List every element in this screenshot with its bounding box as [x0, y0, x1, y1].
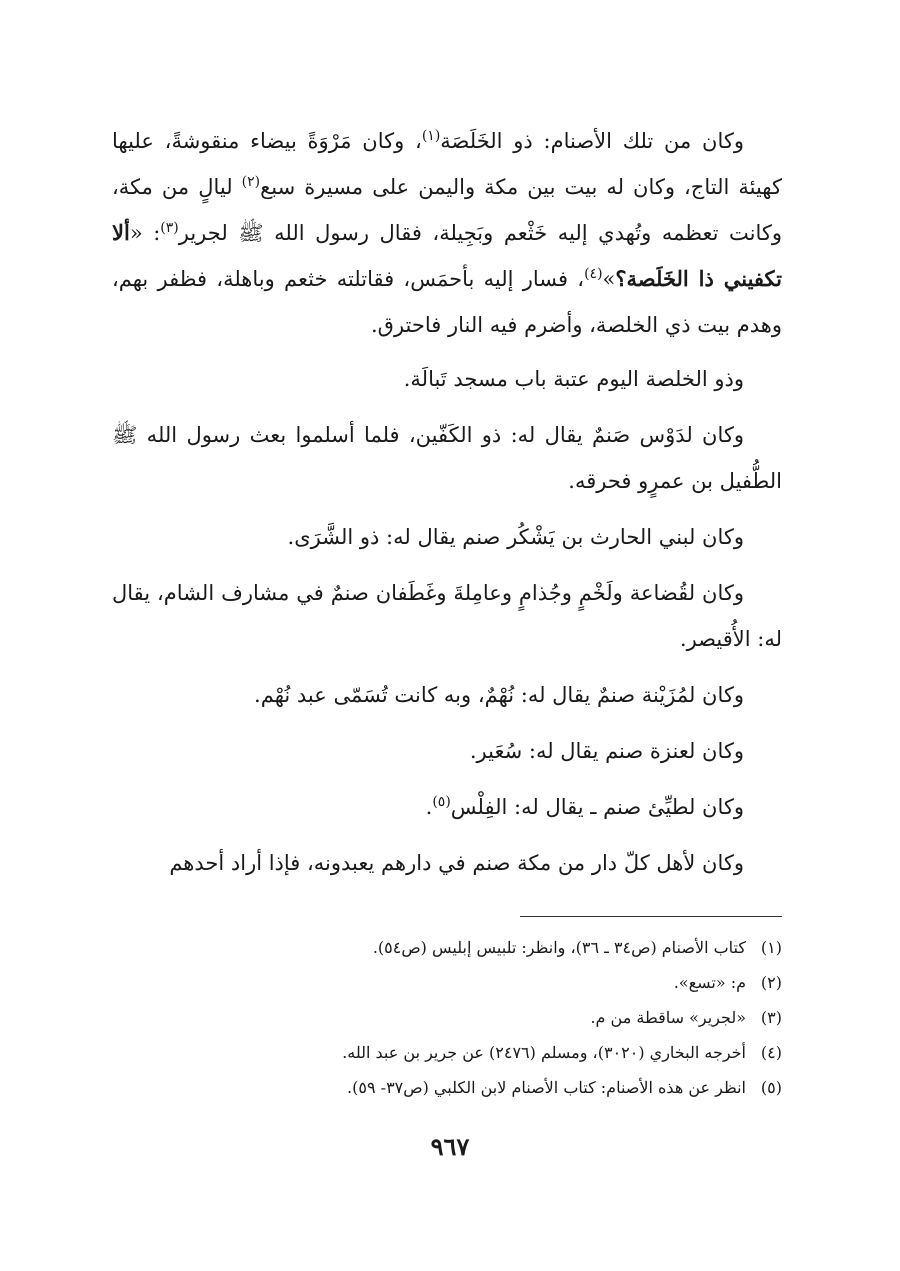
footnote-text: كتاب الأصنام (ص٣٤ ـ ٣٦)، وانظر: تلبيس إبليس (ص٥٤).: [372, 938, 746, 957]
paragraph-text: وكان من تلك الأصنام: ذو الخَلَصَة: [440, 129, 744, 153]
footnote-ref-5[interactable]: (٥): [432, 794, 451, 810]
paragraph-text: ، فسار إليه بأحمَس، فقاتلته خثعم وباهلة، فظفر بهم، وهدم بيت ذي الخلصة، وأضرم فيه النار فاحترق.: [112, 267, 782, 337]
paragraph-end: .: [425, 795, 433, 819]
footnote-3: [112, 1000, 782, 1035]
footnote-5: [112, 1070, 782, 1105]
page-number: ٩٦٧: [430, 1132, 470, 1161]
footnote-number: (٣): [760, 1008, 782, 1027]
paragraph-anaza: وكان لعنزة صنم يقال له: سُعَير.: [469, 739, 744, 763]
footnote-text: انظر عن هذه الأصنام: كتاب الأصنام لابن الكلبي (ص٣٧- ٥٩).: [347, 1078, 746, 1097]
footnote-number: (٤): [760, 1043, 782, 1062]
footnote-2: [112, 965, 782, 1000]
footnote-ref-1[interactable]: (١): [421, 128, 441, 144]
footnote-divider: [520, 916, 782, 917]
quote-close: »: [602, 267, 616, 291]
footnote-number: (٢): [760, 973, 782, 992]
footnote-ref-4[interactable]: (٤): [584, 266, 603, 282]
main-text: [112, 118, 782, 896]
footnote-ref-3[interactable]: (٣): [160, 220, 179, 236]
paragraph-ahl-makka: وكان لأهل كلّ دار من مكة صنم في دارهم يعبدونه، فإذا أراد أحدهم: [169, 851, 744, 875]
footnote-text: م: «تسع».: [673, 973, 746, 992]
paragraph-muzayna: وكان لمُزَيْنة صنمٌ يقال له: نُهْمٌ، وبه كانت تُسَمّى عبد نُهْم.: [254, 683, 744, 707]
hadith-quote: ألا تكفيني ذا الخَلَصة؟: [112, 220, 782, 291]
paragraph-text: ليالٍ من مكة، وكانت تعظمه وتُهدي إليه خَثْعم وبَجِيلة، فقال رسول الله ﷺ لجرير: [112, 175, 782, 245]
paragraph-text: وكان لطيِّئ صنم ـ يقال له: الفِلْس: [450, 795, 744, 819]
footnote-1: [112, 930, 782, 965]
quote-open: : «: [129, 221, 161, 245]
footnote-number: (٥): [760, 1078, 782, 1097]
paragraph-tabala: وذو الخلصة اليوم عتبة باب مسجد تَبالَة.: [403, 367, 744, 391]
paragraph-daws: وكان لدَوْس صَنمٌ يقال له: ذو الكَفّين، فلما أسلموا بعث رسول الله ﷺ الطُّفيل بن عمرٍو فحرقه.: [112, 423, 782, 493]
paragraph-qudaa: وكان لقُضاعة ولَخْمٍ وجُذامٍ وعامِلةَ وغَطَفان صنمٌ في مشارف الشام، يقال له: الأُقيصر.: [112, 581, 782, 651]
paragraph-text: ، وكان مَرْوَةً بيضاء منقوشةً، عليها كهيئة التاج، وكان له بيت بين مكة واليمن على مسيرة سبع: [112, 129, 782, 199]
footnote-4: [112, 1035, 782, 1070]
paragraph-dhul-khalasa: [112, 118, 782, 348]
footnote-ref-2[interactable]: (٢): [241, 174, 261, 190]
footnote-text: «لجرير» ساقطة من م.: [590, 1008, 746, 1027]
footnotes: [112, 930, 782, 1105]
footnote-number: (١): [760, 938, 782, 957]
paragraph-tayy: [112, 784, 782, 830]
footnote-text: أخرجه البخاري (٣٠٢٠)، ومسلم (٢٤٧٦) عن جرير بن عبد الله.: [342, 1043, 746, 1062]
paragraph-bani-harith: وكان لبني الحارث بن يَشْكُر صنم يقال له: ذو الشَّرَى.: [287, 525, 744, 549]
